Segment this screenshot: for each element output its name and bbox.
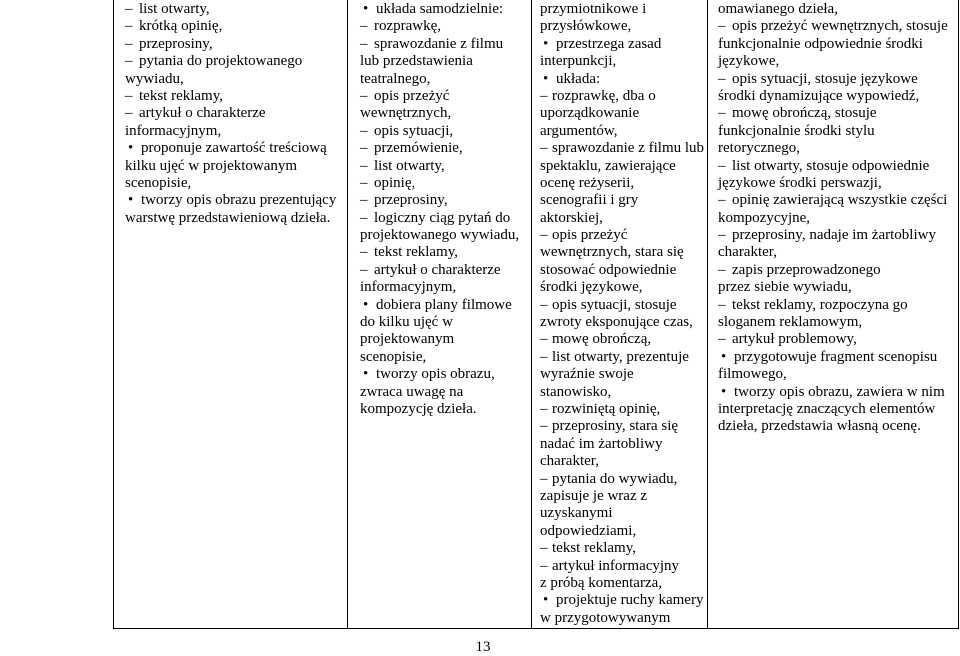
dash-item <box>718 227 958 244</box>
line-text: opis przeżyć <box>552 227 628 244</box>
dash-item <box>540 88 707 105</box>
bullet-item <box>360 1 531 18</box>
text-line <box>540 366 707 383</box>
line-text: warstwę przedstawieniową dzieła. <box>125 209 331 226</box>
text-line <box>540 262 707 279</box>
line-text: opis sytuacji, stosuje językowe <box>732 70 918 87</box>
line-text: interpunkcji, <box>540 53 617 70</box>
text-line <box>540 210 707 227</box>
line-text: sloganem reklamowym, <box>718 314 863 331</box>
line-text: krótką opinię, <box>139 18 223 35</box>
line-text: opis przeżyć wewnętrznych, stosuje <box>732 18 948 35</box>
bullet-marker: • <box>363 296 369 313</box>
dash-item <box>125 105 347 122</box>
line-text: kompozycję dzieła. <box>360 400 477 417</box>
page-number: 13 <box>475 639 491 655</box>
line-text: do kilku ujęć w <box>360 314 453 331</box>
bullet-marker: • <box>363 366 369 383</box>
dash-marker: – <box>718 331 726 348</box>
dash-marker: – <box>540 470 548 487</box>
text-line <box>360 227 531 244</box>
line-text: wywiadu, <box>125 70 184 87</box>
bullet-item <box>540 592 707 609</box>
bullet-marker: • <box>128 140 134 157</box>
line-text: dobiera plany filmowe <box>376 296 512 313</box>
text-line <box>540 123 707 140</box>
table-column-3 <box>532 0 708 628</box>
bullet-item <box>718 349 958 366</box>
text-line <box>540 53 707 70</box>
line-text: argumentów, <box>540 122 618 139</box>
text-line <box>718 314 958 331</box>
line-text: przestrzega zasad <box>556 35 662 52</box>
curriculum-table <box>113 0 959 629</box>
text-line <box>718 401 958 418</box>
text-line <box>540 505 707 522</box>
line-text: tekst reklamy, rozpoczyna go <box>732 296 908 313</box>
line-text: artykuł informacyjny <box>552 557 680 574</box>
line-text: rozwiniętą opinię, <box>552 400 661 417</box>
line-text: odpowiedziami, <box>540 522 637 539</box>
line-text: list otwarty, <box>374 157 445 174</box>
dash-item <box>540 297 707 314</box>
line-text: przeprosiny, nadaje im żartobliwy <box>732 227 936 244</box>
line-text: list otwarty, <box>139 1 210 17</box>
line-text: przygotowuje fragment scenopisu <box>734 348 938 365</box>
text-line <box>540 453 707 470</box>
line-text: uporządkowanie <box>540 105 640 122</box>
line-text: logiczny ciąg pytań do <box>374 209 511 226</box>
line-text: przemówienie, <box>374 140 463 157</box>
dash-marker: – <box>360 244 368 261</box>
dash-marker: – <box>540 331 548 348</box>
line-text: funkcjonalnie środki stylu <box>718 122 875 139</box>
bullet-marker: • <box>721 348 727 365</box>
line-text: spektaklu, zawierające <box>540 157 676 174</box>
text-line <box>718 53 958 70</box>
dash-item <box>360 192 531 209</box>
text-line <box>718 366 958 383</box>
line-text: sprawozdanie z filmu <box>374 35 504 52</box>
text-line <box>360 331 531 348</box>
dash-marker: – <box>125 53 133 70</box>
line-text: zapis przeprowadzonego <box>732 261 881 278</box>
dash-item <box>360 244 531 261</box>
bullet-item <box>360 366 531 383</box>
line-text: scenografii i gry <box>540 192 639 209</box>
line-text: zapisuje je wraz z <box>540 487 648 504</box>
bullet-marker: • <box>128 192 134 209</box>
dash-marker: – <box>540 418 548 435</box>
text-line <box>718 123 958 140</box>
text-line <box>718 1 958 18</box>
text-line <box>718 210 958 227</box>
text-line <box>540 523 707 540</box>
line-text: środki językowe, <box>540 279 643 296</box>
dash-item <box>540 401 707 418</box>
dash-item <box>540 540 707 557</box>
text-line <box>360 53 531 70</box>
dash-item <box>718 331 958 348</box>
dash-marker: – <box>360 261 368 278</box>
line-text: opis sytuacji, <box>374 122 454 139</box>
line-text: pytania do wywiadu, <box>552 470 678 487</box>
line-text: przeprosiny, <box>374 192 448 209</box>
line-text: uzyskanymi <box>540 505 613 522</box>
line-text: artykuł o charakterze <box>139 105 266 122</box>
text-line <box>540 384 707 401</box>
dash-item <box>360 210 531 227</box>
dash-marker: – <box>360 192 368 209</box>
dash-marker: – <box>360 157 368 174</box>
line-text: charakter, <box>540 453 599 470</box>
dash-item <box>540 140 707 157</box>
line-text: rozprawkę, <box>374 18 442 35</box>
line-text: artykuł o charakterze <box>374 261 501 278</box>
line-text: tworzy opis obrazu, zawiera w nim <box>734 383 945 400</box>
line-text: językowe, <box>718 53 780 70</box>
dash-marker: – <box>540 296 548 313</box>
line-text: wyraźnie swoje <box>540 366 634 383</box>
line-text: tekst reklamy, <box>374 244 459 261</box>
dash-item <box>360 36 531 53</box>
line-text: opinię zawierającą wszystkie części <box>732 192 948 209</box>
line-text: kompozycyjne, <box>718 209 811 226</box>
text-line <box>540 575 707 592</box>
dash-marker: – <box>125 87 133 104</box>
text-line <box>540 314 707 331</box>
dash-marker: – <box>718 227 726 244</box>
text-line <box>360 105 531 122</box>
line-text: przymiotnikowe i <box>540 1 647 17</box>
bullet-item <box>540 71 707 88</box>
dash-marker: – <box>360 122 368 139</box>
line-text: zwroty eksponujące czas, <box>540 314 693 331</box>
line-text: aktorskiej, <box>540 209 603 226</box>
line-text: filmowego, <box>718 366 787 383</box>
line-text: sprawozdanie z filmu lub <box>552 140 705 157</box>
text-line <box>540 488 707 505</box>
dash-item <box>360 158 531 175</box>
text-line <box>125 158 347 175</box>
text-line <box>125 123 347 140</box>
dash-marker: – <box>125 1 133 17</box>
bullet-item <box>540 36 707 53</box>
bullet-item <box>125 192 347 209</box>
dash-item <box>540 471 707 488</box>
line-text: opinię, <box>374 174 416 191</box>
line-text: rozprawkę, dba o <box>552 87 656 104</box>
line-text: interpretację znaczących elementów <box>718 400 936 417</box>
dash-marker: – <box>125 18 133 35</box>
dash-item <box>125 36 347 53</box>
dash-item <box>718 105 958 122</box>
line-text: stosować odpowiednie <box>540 261 677 278</box>
dash-item <box>125 18 347 35</box>
dash-marker: – <box>125 105 133 122</box>
text-line <box>718 88 958 105</box>
text-line <box>540 436 707 453</box>
table-column-1 <box>114 0 348 628</box>
line-text: projektuje ruchy kamery <box>556 592 704 609</box>
line-text: ocenę reżyserii, <box>540 174 635 191</box>
text-line <box>540 610 707 627</box>
line-text: tworzy opis obrazu prezentujący <box>141 192 337 209</box>
line-text: przeprosiny, <box>139 35 213 52</box>
line-text: stanowisko, <box>540 383 612 400</box>
line-text: proponuje zawartość treściową <box>141 140 327 157</box>
dash-marker: – <box>718 296 726 313</box>
table-column-2 <box>348 0 532 628</box>
line-text: informacyjnym, <box>125 122 222 139</box>
line-text: artykuł problemowy, <box>732 331 857 348</box>
dash-item <box>540 349 707 366</box>
line-text: projektowanym <box>360 331 455 348</box>
dash-item <box>718 262 958 279</box>
text-line <box>360 349 531 366</box>
line-text: scenopisie, <box>125 174 192 191</box>
text-line <box>718 418 958 435</box>
line-text: tworzy opis obrazu, <box>376 366 495 383</box>
bullet-item <box>360 297 531 314</box>
line-text: wewnętrznych, <box>360 105 452 122</box>
dash-marker: – <box>718 105 726 122</box>
dash-marker: – <box>360 18 368 35</box>
text-line <box>360 71 531 88</box>
dash-item <box>718 18 958 35</box>
dash-marker: – <box>360 209 368 226</box>
line-text: funkcjonalnie odpowiednie środki <box>718 35 923 52</box>
text-line <box>718 244 958 261</box>
line-text: w przygotowywanym <box>540 609 671 626</box>
text-line <box>718 279 958 296</box>
line-text: przysłówkowe, <box>540 18 632 35</box>
line-text: teatralnego, <box>360 70 431 87</box>
line-text: tekst reklamy, <box>139 87 224 104</box>
text-line <box>540 1 707 18</box>
line-text: retorycznego, <box>718 140 801 157</box>
dash-marker: – <box>360 35 368 52</box>
text-line <box>125 175 347 192</box>
line-text: układa samodzielnie: <box>376 1 504 17</box>
text-line <box>540 158 707 175</box>
text-line <box>540 279 707 296</box>
dash-item <box>125 88 347 105</box>
dash-marker: – <box>718 157 726 174</box>
table-column-4 <box>708 0 958 628</box>
dash-item <box>125 1 347 18</box>
text-line <box>360 401 531 418</box>
dash-marker: – <box>540 140 548 157</box>
dash-marker: – <box>718 261 726 278</box>
bullet-item <box>125 140 347 157</box>
line-text: list otwarty, stosuje odpowiednie <box>732 157 930 174</box>
dash-item <box>540 558 707 575</box>
dash-item <box>360 262 531 279</box>
dash-marker: – <box>718 192 726 209</box>
line-text: opis przeżyć <box>374 87 450 104</box>
text-line <box>540 105 707 122</box>
bullet-marker: • <box>543 35 549 52</box>
dash-item <box>360 123 531 140</box>
dash-marker: – <box>125 35 133 52</box>
line-text: językowe środki perswazji, <box>718 174 882 191</box>
text-line <box>540 175 707 192</box>
dash-item <box>718 297 958 314</box>
line-text: środki dynamizujące wypowiedź, <box>718 87 920 104</box>
line-text: list otwarty, prezentuje <box>552 348 689 365</box>
text-line <box>360 314 531 331</box>
line-text: przeprosiny, stara się <box>552 418 679 435</box>
dash-marker: – <box>540 540 548 557</box>
line-text: mowę obrończą, <box>552 331 652 348</box>
text-line <box>125 210 347 227</box>
text-line <box>540 244 707 261</box>
text-line <box>360 384 531 401</box>
bullet-marker: • <box>543 592 549 609</box>
dash-marker: – <box>360 174 368 191</box>
dash-item <box>125 53 347 70</box>
line-text: wewnętrznych, stara się <box>540 244 684 261</box>
bullet-marker: • <box>721 383 727 400</box>
line-text: z próbą komentarza, <box>540 574 663 591</box>
line-text: pytania do projektowanego <box>139 53 303 70</box>
dash-item <box>360 18 531 35</box>
bullet-marker: • <box>363 1 369 17</box>
dash-marker: – <box>540 400 548 417</box>
line-text: układa: <box>556 70 601 87</box>
line-text: charakter, <box>718 244 777 261</box>
line-text: mowę obrończą, stosuje <box>732 105 877 122</box>
dash-marker: – <box>718 70 726 87</box>
line-text: scenopisie, <box>360 348 427 365</box>
text-line <box>540 18 707 35</box>
line-text: opis sytuacji, stosuje <box>552 296 677 313</box>
bullet-marker: • <box>543 70 549 87</box>
text-line <box>718 175 958 192</box>
line-text: informacyjnym, <box>360 279 457 296</box>
line-text: tekst reklamy, <box>552 540 637 557</box>
dash-item <box>540 331 707 348</box>
dash-marker: – <box>718 18 726 35</box>
dash-marker: – <box>540 348 548 365</box>
text-line <box>718 36 958 53</box>
line-text: projektowanego wywiadu, <box>360 227 520 244</box>
line-text: nadać im żartobliwy <box>540 435 663 452</box>
line-text: przez siebie wywiadu, <box>718 279 852 296</box>
line-text: dzieła, przedstawia własną ocenę. <box>718 418 921 435</box>
line-text: kilku ujęć w projektowanym <box>125 157 298 174</box>
dash-item <box>540 227 707 244</box>
dash-item <box>360 140 531 157</box>
dash-item <box>540 418 707 435</box>
dash-item <box>718 71 958 88</box>
dash-marker: – <box>360 87 368 104</box>
dash-marker: – <box>360 140 368 157</box>
dash-item <box>360 88 531 105</box>
dash-item <box>718 158 958 175</box>
dash-marker: – <box>540 227 548 244</box>
text-line <box>540 192 707 209</box>
bullet-item <box>718 384 958 401</box>
dash-item <box>718 192 958 209</box>
text-line <box>360 279 531 296</box>
line-text: lub przedstawienia <box>360 53 473 70</box>
line-text: zwraca uwagę na <box>360 383 464 400</box>
text-line <box>718 140 958 157</box>
line-text: omawianego dzieła, <box>718 1 838 17</box>
text-line <box>125 71 347 88</box>
dash-marker: – <box>540 87 548 104</box>
dash-marker: – <box>540 557 548 574</box>
dash-item <box>360 175 531 192</box>
